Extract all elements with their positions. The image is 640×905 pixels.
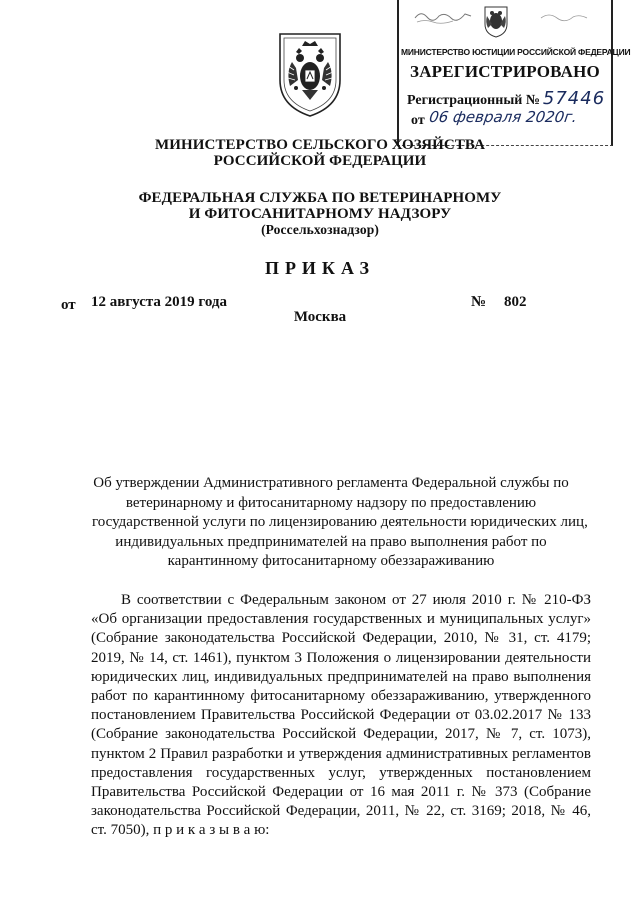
body-line: «Об организации предоставления государственных и муниципальных услуг»	[91, 611, 591, 628]
document-title: ПРИКАЗ	[264, 258, 376, 278]
stamp-registration-number-label: Регистрационный №	[407, 93, 540, 108]
stamp-registration-number-row	[407, 88, 607, 109]
stamp-scribble-mark-right	[539, 8, 589, 26]
subject-line: Об утверждении Административного регламента Федеральной службы по	[93, 475, 569, 491]
stamp-ministry-name: МИНИСТЕРСТВО ЮСТИЦИИ РОССИЙСКОЙ ФЕДЕРАЦИИ	[401, 47, 631, 57]
body-line: В соответствии с Федеральным законом от 27 июля 2010 г. № 210-ФЗ	[121, 592, 591, 608]
service-name-line2: И ФИТОСАНИТАРНОМУ НАДЗОРУ	[188, 206, 452, 222]
subject-line: государственной услуги по лицензированию деятельности юридических лиц,	[92, 514, 588, 530]
body-line: 2019, № 14, ст. 1461), пунктом 3 Положения о лицензировании деятельности	[91, 649, 591, 666]
body-line: (Собрание законодательства Российской Федерации, 2010, № 31, ст. 4179;	[91, 630, 591, 647]
body-line: постановлением Правительства Российской Федерации от 03.02.2017 № 133	[91, 707, 591, 724]
service-abbreviation: (Россельхознадзор)	[261, 222, 379, 237]
order-subject	[92, 474, 588, 572]
service-name-line1: ФЕДЕРАЛЬНАЯ СЛУЖБА ПО ВЕТЕРИНАРНОМУ	[138, 190, 502, 206]
body-line: (Собрание законодательства Российской Федерации, 2017, № 7, ст. 1073),	[91, 726, 591, 743]
body-line: предоставления государственных услуг, утвержденных постановлением	[91, 764, 591, 781]
order-number: 802	[504, 294, 527, 310]
body-line: пунктом 2 Правил разработки и утверждения административных регламентов	[91, 745, 591, 762]
order-date: 12 августа 2019 года	[91, 294, 228, 310]
order-city: Москва	[293, 309, 347, 325]
stamp-registered-label: ЗАРЕГИСТРИРОВАНО	[410, 62, 600, 81]
stamp-scribble-mark	[413, 4, 473, 26]
registration-stamp	[397, 0, 631, 146]
body-line: ст. 7050), п р и к а з ы в а ю:	[91, 822, 270, 839]
stamp-date-label: от	[411, 113, 425, 128]
body-line: юридических лиц, индивидуальных предпринимателей на право выполнения	[91, 668, 591, 685]
coat-of-arms-emblem	[272, 28, 348, 118]
body-line: Правительства Российской Федерации от 16 мая 2011 г. № 373 (Собрание	[91, 784, 591, 801]
body-line: законодательства Российской Федерации, 2011, № 22, ст. 3169; 2018, № 46,	[91, 803, 591, 820]
ministry-name-line1: МИНИСТЕРСТВО СЕЛЬСКОГО ХОЗЯЙСТВА	[154, 137, 486, 153]
subject-line: индивидуальных предпринимателей на право выполнения работ по	[115, 533, 547, 550]
stamp-emblem-icon	[481, 4, 511, 38]
subject-line: ветеринарному и фитосанитарному надзору по предоставлению	[125, 494, 537, 511]
order-number-sign: №	[471, 294, 487, 310]
subject-line: карантинному фитосанитарному обеззараживанию	[167, 553, 495, 569]
stamp-date-row	[411, 110, 611, 129]
stamp-date: 06 февраля 2020г.	[427, 108, 578, 126]
order-date-prefix: от	[61, 297, 76, 313]
stamp-registration-number: 57446	[542, 88, 606, 109]
order-body-paragraph	[91, 591, 591, 841]
ministry-name-line2: РОССИЙСКОЙ ФЕДЕРАЦИИ	[213, 153, 427, 169]
body-line: работ по карантинному фитосанитарному обеззараживанию, утвержденного	[91, 688, 591, 705]
